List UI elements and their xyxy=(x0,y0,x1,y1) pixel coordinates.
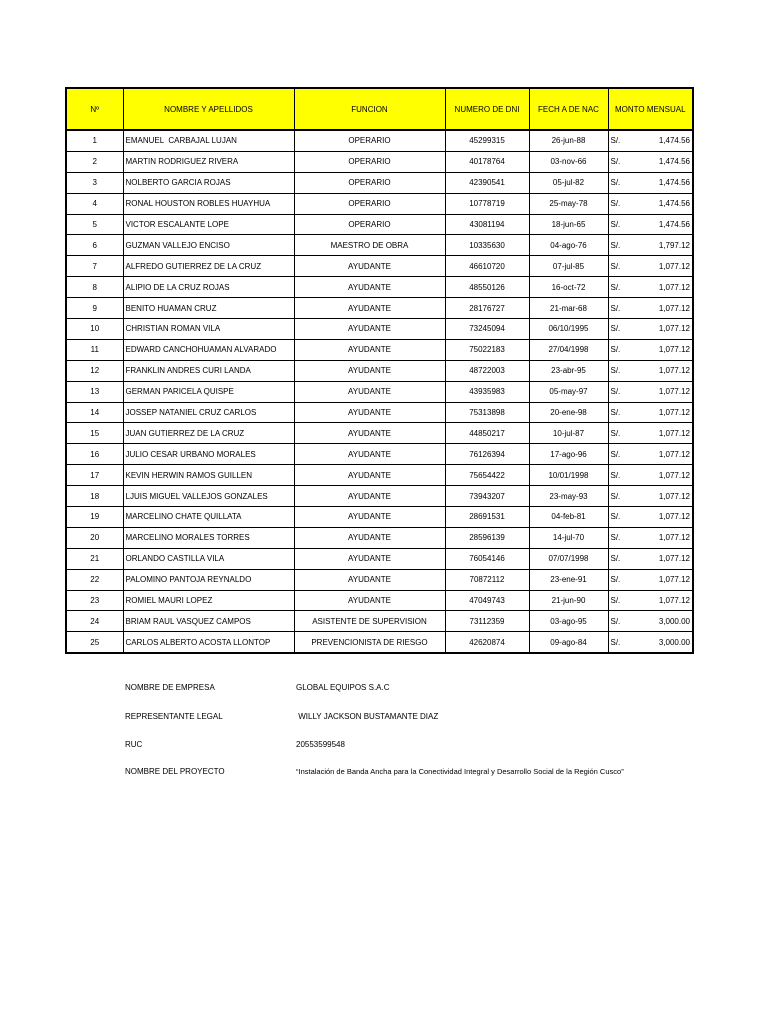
empresa-label: NOMBRE DE EMPRESA xyxy=(125,683,215,692)
cell-currency: S/. xyxy=(608,277,633,298)
cell-num: 25 xyxy=(66,632,123,653)
cell-monto: 1,077.12 xyxy=(633,548,693,569)
table-row xyxy=(66,381,693,402)
cell-funcion: AYUDANTE xyxy=(294,319,445,340)
cell-currency: S/. xyxy=(608,507,633,528)
cell-num: 4 xyxy=(66,193,123,214)
cell-monto: 1,077.12 xyxy=(633,527,693,548)
header-fecha: FECH A DE NAC xyxy=(529,88,608,130)
cell-monto: 1,077.12 xyxy=(633,277,693,298)
cell-fecha: 03-nov-66 xyxy=(529,151,608,172)
header-dni: NUMERO DE DNI xyxy=(445,88,529,130)
table-row xyxy=(66,151,693,172)
cell-fecha: 04-ago-76 xyxy=(529,235,608,256)
cell-num: 10 xyxy=(66,319,123,340)
cell-monto: 1,474.56 xyxy=(633,172,693,193)
cell-fecha: 17-ago-96 xyxy=(529,444,608,465)
cell-num: 22 xyxy=(66,569,123,590)
cell-funcion: AYUDANTE xyxy=(294,277,445,298)
cell-funcion: OPERARIO xyxy=(294,193,445,214)
cell-dni: 73245094 xyxy=(445,319,529,340)
proyecto-label: NOMBRE DEL PROYECTO xyxy=(125,767,225,776)
cell-dni: 28691531 xyxy=(445,507,529,528)
cell-funcion: ASISTENTE DE SUPERVISION xyxy=(294,611,445,632)
cell-dni: 76126394 xyxy=(445,444,529,465)
cell-monto: 1,077.12 xyxy=(633,298,693,319)
cell-dni: 73112359 xyxy=(445,611,529,632)
cell-monto: 3,000.00 xyxy=(633,611,693,632)
cell-num: 19 xyxy=(66,507,123,528)
table-row xyxy=(66,256,693,277)
cell-funcion: PREVENCIONISTA DE RIESGO xyxy=(294,632,445,653)
cell-funcion: AYUDANTE xyxy=(294,486,445,507)
cell-funcion: AYUDANTE xyxy=(294,256,445,277)
cell-name: PALOMINO PANTOJA REYNALDO xyxy=(123,569,294,590)
cell-num: 16 xyxy=(66,444,123,465)
cell-name: BENITO HUAMAN CRUZ xyxy=(123,298,294,319)
cell-currency: S/. xyxy=(608,444,633,465)
cell-currency: S/. xyxy=(608,590,633,611)
cell-funcion: AYUDANTE xyxy=(294,465,445,486)
cell-name: GUZMAN VALLEJO ENCISO xyxy=(123,235,294,256)
cell-fecha: 10/01/1998 xyxy=(529,465,608,486)
ruc-label: RUC xyxy=(125,740,143,749)
cell-monto: 1,077.12 xyxy=(633,423,693,444)
cell-name: MARCELINO CHATE QUILLATA xyxy=(123,507,294,528)
cell-monto: 1,077.12 xyxy=(633,465,693,486)
cell-currency: S/. xyxy=(608,151,633,172)
cell-funcion: MAESTRO DE OBRA xyxy=(294,235,445,256)
cell-currency: S/. xyxy=(608,256,633,277)
cell-dni: 42390541 xyxy=(445,172,529,193)
table-row xyxy=(66,444,693,465)
cell-monto: 1,474.56 xyxy=(633,214,693,235)
cell-name: ROMIEL MAURI LOPEZ xyxy=(123,590,294,611)
cell-name: ALIPIO DE LA CRUZ ROJAS xyxy=(123,277,294,298)
cell-fecha: 25-may-78 xyxy=(529,193,608,214)
cell-funcion: OPERARIO xyxy=(294,151,445,172)
table-row xyxy=(66,632,693,653)
cell-name: EMANUEL CARBAJAL LUJAN xyxy=(123,130,294,151)
cell-dni: 75022183 xyxy=(445,339,529,360)
cell-num: 11 xyxy=(66,339,123,360)
cell-dni: 48722003 xyxy=(445,360,529,381)
table-row xyxy=(66,402,693,423)
cell-funcion: OPERARIO xyxy=(294,130,445,151)
cell-monto: 1,077.12 xyxy=(633,360,693,381)
cell-funcion: OPERARIO xyxy=(294,214,445,235)
cell-funcion: AYUDANTE xyxy=(294,507,445,528)
cell-funcion: AYUDANTE xyxy=(294,527,445,548)
table-row xyxy=(66,590,693,611)
cell-currency: S/. xyxy=(608,360,633,381)
cell-fecha: 18-jun-65 xyxy=(529,214,608,235)
cell-num: 13 xyxy=(66,381,123,402)
cell-dni: 75313898 xyxy=(445,402,529,423)
cell-funcion: AYUDANTE xyxy=(294,360,445,381)
cell-name: ORLANDO CASTILLA VILA xyxy=(123,548,294,569)
cell-num: 2 xyxy=(66,151,123,172)
cell-num: 12 xyxy=(66,360,123,381)
cell-funcion: AYUDANTE xyxy=(294,339,445,360)
cell-fecha: 20-ene-98 xyxy=(529,402,608,423)
cell-num: 23 xyxy=(66,590,123,611)
table-header-row xyxy=(66,88,693,130)
cell-num: 14 xyxy=(66,402,123,423)
cell-dni: 70872112 xyxy=(445,569,529,590)
cell-monto: 1,474.56 xyxy=(633,130,693,151)
cell-currency: S/. xyxy=(608,486,633,507)
cell-currency: S/. xyxy=(608,235,633,256)
cell-num: 21 xyxy=(66,548,123,569)
table-row xyxy=(66,130,693,151)
header-monto: MONTO MENSUAL xyxy=(608,88,693,130)
cell-monto: 1,077.12 xyxy=(633,569,693,590)
cell-fecha: 16-oct-72 xyxy=(529,277,608,298)
table-row xyxy=(66,339,693,360)
proyecto-value: “Instalación de Banda Ancha para la Conectividad Integral y Desarrollo Social de la Región Cusco” xyxy=(296,767,624,776)
table-row xyxy=(66,569,693,590)
table-row xyxy=(66,611,693,632)
cell-currency: S/. xyxy=(608,193,633,214)
table-row xyxy=(66,172,693,193)
cell-name: GERMAN PARICELA QUISPE xyxy=(123,381,294,402)
cell-currency: S/. xyxy=(608,611,633,632)
cell-fecha: 21-jun-90 xyxy=(529,590,608,611)
cell-currency: S/. xyxy=(608,172,633,193)
cell-funcion: OPERARIO xyxy=(294,172,445,193)
cell-funcion: AYUDANTE xyxy=(294,444,445,465)
cell-dni: 28596139 xyxy=(445,527,529,548)
representante-label: REPRESENTANTE LEGAL xyxy=(125,712,223,721)
cell-fecha: 05-may-97 xyxy=(529,381,608,402)
cell-num: 20 xyxy=(66,527,123,548)
table-row xyxy=(66,527,693,548)
cell-funcion: AYUDANTE xyxy=(294,590,445,611)
cell-fecha: 05-jul-82 xyxy=(529,172,608,193)
cell-monto: 1,077.12 xyxy=(633,381,693,402)
cell-currency: S/. xyxy=(608,527,633,548)
table-row xyxy=(66,423,693,444)
cell-funcion: AYUDANTE xyxy=(294,548,445,569)
cell-name: RONAL HOUSTON ROBLES HUAYHUA xyxy=(123,193,294,214)
header-funcion: FUNCION xyxy=(294,88,445,130)
header-name: NOMBRE Y APELLIDOS xyxy=(123,88,294,130)
cell-monto: 1,077.12 xyxy=(633,339,693,360)
cell-num: 7 xyxy=(66,256,123,277)
cell-fecha: 04-feb-81 xyxy=(529,507,608,528)
table-row xyxy=(66,360,693,381)
cell-currency: S/. xyxy=(608,298,633,319)
cell-monto: 1,474.56 xyxy=(633,193,693,214)
cell-num: 18 xyxy=(66,486,123,507)
cell-name: FRANKLIN ANDRES CURI LANDA xyxy=(123,360,294,381)
header-num: Nº xyxy=(66,88,123,130)
cell-dni: 75654422 xyxy=(445,465,529,486)
cell-num: 24 xyxy=(66,611,123,632)
cell-monto: 1,077.12 xyxy=(633,402,693,423)
cell-name: EDWARD CANCHOHUAMAN ALVARADO xyxy=(123,339,294,360)
cell-num: 5 xyxy=(66,214,123,235)
cell-monto: 1,077.12 xyxy=(633,319,693,340)
cell-currency: S/. xyxy=(608,402,633,423)
cell-monto: 3,000.00 xyxy=(633,632,693,653)
cell-funcion: AYUDANTE xyxy=(294,569,445,590)
cell-fecha: 27/04/1998 xyxy=(529,339,608,360)
cell-monto: 1,797.12 xyxy=(633,235,693,256)
cell-dni: 42620874 xyxy=(445,632,529,653)
cell-monto: 1,474.56 xyxy=(633,151,693,172)
cell-currency: S/. xyxy=(608,214,633,235)
cell-funcion: AYUDANTE xyxy=(294,381,445,402)
cell-monto: 1,077.12 xyxy=(633,256,693,277)
table-row xyxy=(66,465,693,486)
table-row xyxy=(66,548,693,569)
cell-name: MARCELINO MORALES TORRES xyxy=(123,527,294,548)
ruc-value: 20553599548 xyxy=(296,740,345,749)
table-row xyxy=(66,298,693,319)
cell-num: 3 xyxy=(66,172,123,193)
cell-dni: 48550126 xyxy=(445,277,529,298)
cell-fecha: 14-jul-70 xyxy=(529,527,608,548)
table-row xyxy=(66,235,693,256)
table-row xyxy=(66,319,693,340)
cell-name: ALFREDO GUTIERREZ DE LA CRUZ xyxy=(123,256,294,277)
cell-name: MARTIN RODRIGUEZ RIVERA xyxy=(123,151,294,172)
cell-monto: 1,077.12 xyxy=(633,507,693,528)
cell-name: CARLOS ALBERTO ACOSTA LLONTOP xyxy=(123,632,294,653)
cell-dni: 44850217 xyxy=(445,423,529,444)
cell-dni: 40178764 xyxy=(445,151,529,172)
cell-currency: S/. xyxy=(608,130,633,151)
cell-currency: S/. xyxy=(608,632,633,653)
cell-name: LJUIS MIGUEL VALLEJOS GONZALES xyxy=(123,486,294,507)
cell-fecha: 23-abr-95 xyxy=(529,360,608,381)
cell-currency: S/. xyxy=(608,381,633,402)
cell-fecha: 09-ago-84 xyxy=(529,632,608,653)
cell-fecha: 07-jul-85 xyxy=(529,256,608,277)
cell-currency: S/. xyxy=(608,339,633,360)
cell-fecha: 23-may-93 xyxy=(529,486,608,507)
cell-num: 15 xyxy=(66,423,123,444)
cell-fecha: 23-ene-91 xyxy=(529,569,608,590)
table-row xyxy=(66,193,693,214)
cell-name: JUAN GUTIERREZ DE LA CRUZ xyxy=(123,423,294,444)
empresa-value: GLOBAL EQUIPOS S.A.C xyxy=(296,683,390,692)
cell-currency: S/. xyxy=(608,569,633,590)
cell-name: JULIO CESAR URBANO MORALES xyxy=(123,444,294,465)
cell-num: 1 xyxy=(66,130,123,151)
cell-fecha: 03-ago-95 xyxy=(529,611,608,632)
cell-monto: 1,077.12 xyxy=(633,590,693,611)
cell-dni: 10778719 xyxy=(445,193,529,214)
cell-currency: S/. xyxy=(608,548,633,569)
cell-fecha: 07/07/1998 xyxy=(529,548,608,569)
cell-fecha: 21-mar-68 xyxy=(529,298,608,319)
cell-monto: 1,077.12 xyxy=(633,486,693,507)
table-row xyxy=(66,486,693,507)
cell-dni: 28176727 xyxy=(445,298,529,319)
cell-name: BRIAM RAUL VASQUEZ CAMPOS xyxy=(123,611,294,632)
cell-funcion: AYUDANTE xyxy=(294,423,445,444)
cell-name: NOLBERTO GARCIA ROJAS xyxy=(123,172,294,193)
cell-dni: 43081194 xyxy=(445,214,529,235)
cell-dni: 76054146 xyxy=(445,548,529,569)
cell-fecha: 26-jun-88 xyxy=(529,130,608,151)
cell-dni: 46610720 xyxy=(445,256,529,277)
cell-name: KEVIN HERWIN RAMOS GUILLEN xyxy=(123,465,294,486)
cell-dni: 73943207 xyxy=(445,486,529,507)
representante-value: WILLY JACKSON BUSTAMANTE DIAZ xyxy=(296,712,439,721)
cell-dni: 45299315 xyxy=(445,130,529,151)
cell-dni: 47049743 xyxy=(445,590,529,611)
cell-num: 9 xyxy=(66,298,123,319)
table-row xyxy=(66,214,693,235)
personnel-table xyxy=(65,87,694,654)
cell-funcion: AYUDANTE xyxy=(294,298,445,319)
table-row xyxy=(66,507,693,528)
cell-dni: 43935983 xyxy=(445,381,529,402)
cell-num: 8 xyxy=(66,277,123,298)
cell-fecha: 06/10/1995 xyxy=(529,319,608,340)
cell-num: 17 xyxy=(66,465,123,486)
cell-name: JOSSEP NATANIEL CRUZ CARLOS xyxy=(123,402,294,423)
cell-funcion: AYUDANTE xyxy=(294,402,445,423)
cell-dni: 10335630 xyxy=(445,235,529,256)
cell-num: 6 xyxy=(66,235,123,256)
cell-fecha: 10-jul-87 xyxy=(529,423,608,444)
cell-currency: S/. xyxy=(608,465,633,486)
cell-name: CHRISTIAN ROMAN VILA xyxy=(123,319,294,340)
cell-monto: 1,077.12 xyxy=(633,444,693,465)
table-row xyxy=(66,277,693,298)
cell-currency: S/. xyxy=(608,319,633,340)
cell-name: VICTOR ESCALANTE LOPE xyxy=(123,214,294,235)
cell-currency: S/. xyxy=(608,423,633,444)
